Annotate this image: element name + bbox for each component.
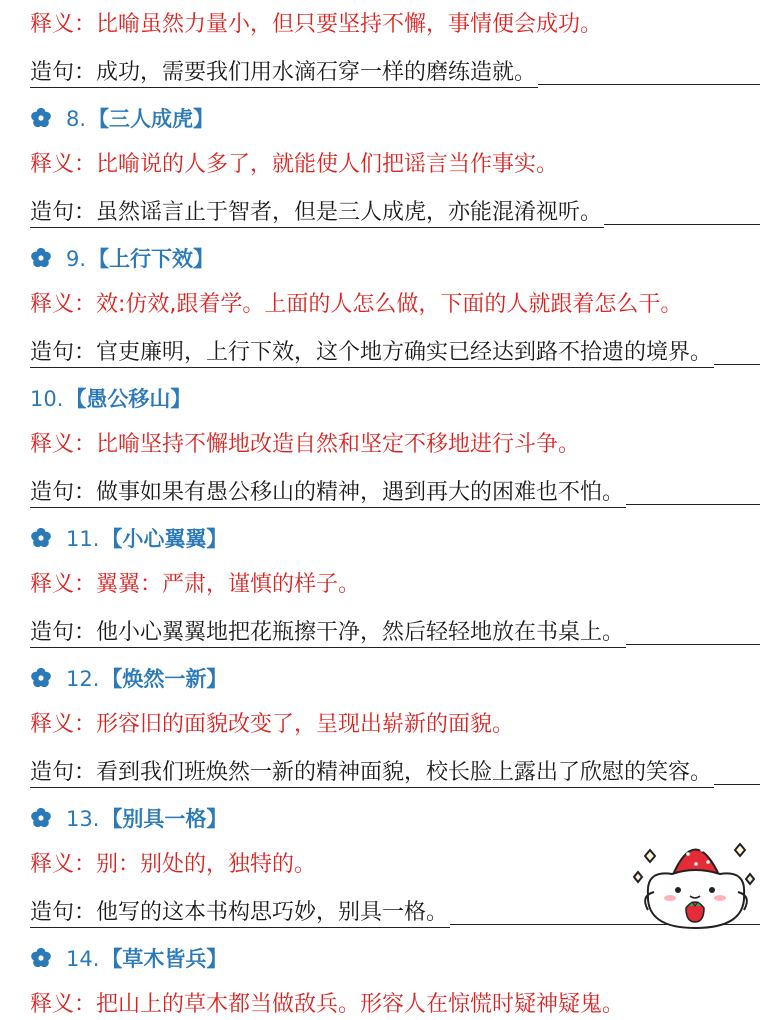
idiom-heading	[30, 944, 227, 974]
example-sentence-text: 造句：他写的这本书构思巧妙，别具一格。	[30, 899, 450, 928]
meaning-line: 释义：别：别处的，独特的。	[30, 852, 317, 877]
idiom-title: 【愚公移山】	[65, 386, 192, 411]
idiom-number: 8.	[66, 107, 87, 131]
idiom-heading	[30, 244, 214, 274]
example-sentence-text: 造句：看到我们班焕然一新的精神面貌，校长脸上露出了欣慰的笑容。	[30, 759, 714, 788]
idiom-number: 9.	[66, 247, 87, 271]
meaning-line: 释义：形容旧的面貌改变了，呈现出崭新的面貌。	[30, 712, 515, 737]
flower-icon	[30, 247, 52, 269]
example-sentence-line	[30, 338, 760, 368]
idiom-heading	[30, 384, 191, 414]
idiom-number: 12.	[66, 667, 100, 691]
idiom-number: 14.	[66, 947, 100, 971]
meaning-line: 释义：比喻说的人多了，就能使人们把谣言当作事实。	[30, 152, 559, 177]
idiom-title: 【小心翼翼】	[101, 526, 228, 551]
underline-rule	[714, 364, 760, 365]
meaning-line: 释义：效:仿效,跟着学。上面的人怎么做，下面的人就跟着怎么干。	[30, 292, 683, 317]
flower-icon	[30, 807, 52, 829]
example-sentence-line	[30, 618, 760, 648]
idiom-number: 13.	[66, 807, 100, 831]
flower-icon	[30, 107, 52, 129]
meaning-line: 释义：比喻虽然力量小，但只要坚持不懈，事情便会成功。	[30, 12, 603, 37]
example-sentence-text: 造句：官吏廉明，上行下效，这个地方确实已经达到路不拾遗的境界。	[30, 339, 714, 368]
idiom-heading	[30, 664, 227, 694]
meaning-line: 释义：比喻坚持不懈地改造自然和坚定不移地进行斗争。	[30, 432, 581, 457]
example-sentence-text: 造句：他小心翼翼地把花瓶擦干净，然后轻轻地放在书桌上。	[30, 619, 626, 648]
idiom-title: 【焕然一新】	[101, 666, 228, 691]
strawberry-character-sticker	[632, 822, 758, 934]
flower-icon	[30, 667, 52, 689]
idiom-heading	[30, 524, 227, 554]
example-sentence-line	[30, 58, 760, 88]
idiom-heading	[30, 104, 214, 134]
example-sentence-text: 造句：做事如果有愚公移山的精神，遇到再大的困难也不怕。	[30, 479, 626, 508]
underline-rule	[714, 784, 760, 785]
example-sentence-line	[30, 198, 760, 228]
flower-icon	[30, 947, 52, 969]
flower-icon	[30, 527, 52, 549]
example-sentence-text: 造句：虽然谣言止于智者，但是三人成虎，亦能混淆视听。	[30, 199, 604, 228]
idiom-title: 【三人成虎】	[88, 106, 215, 131]
idiom-title: 【上行下效】	[88, 246, 215, 271]
meaning-line: 释义：把山上的草木都当做敌兵。形容人在惊慌时疑神疑鬼。	[30, 992, 625, 1017]
idiom-heading	[30, 804, 227, 834]
underline-rule	[604, 224, 760, 225]
underline-rule	[538, 84, 760, 85]
idiom-number: 11.	[66, 527, 100, 551]
example-sentence-line	[30, 758, 760, 788]
idiom-title: 【别具一格】	[101, 806, 228, 831]
example-sentence-text: 造句：成功，需要我们用水滴石穿一样的磨练造就。	[30, 59, 538, 88]
example-sentence-line	[30, 478, 760, 508]
underline-rule	[626, 644, 760, 645]
idiom-number: 10.	[30, 387, 64, 411]
meaning-line: 释义：翼翼：严肃，谨慎的样子。	[30, 572, 361, 597]
underline-rule	[626, 504, 760, 505]
idiom-title: 【草木皆兵】	[101, 946, 228, 971]
